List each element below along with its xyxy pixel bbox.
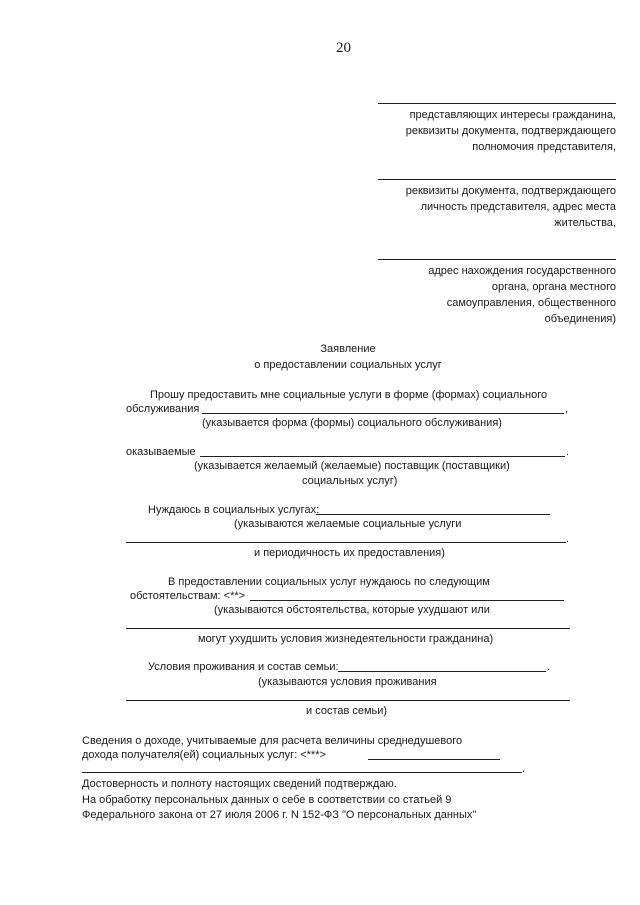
p1-end: ,	[565, 403, 569, 415]
page-number: 20	[336, 40, 351, 56]
services-field[interactable]	[316, 514, 550, 515]
p7-line2: На обработку персональных данных о себе в соответствии со статьей 9	[82, 794, 452, 806]
header-line: органа, органа местного	[491, 281, 616, 293]
p6-line2: дохода получателя(ей) социальных услуг: <***>	[82, 749, 326, 761]
p4-hint2: могут ухудшить условия жизнедеятельности гражданина)	[198, 633, 494, 645]
header-line: объединения)	[544, 313, 616, 325]
p5-end: .	[547, 661, 551, 673]
living-conditions-field-continued[interactable]	[126, 700, 570, 701]
p4-line1: В предоставлении социальных услуг нуждаюсь по следующим	[168, 576, 490, 588]
header-blank-line-2	[378, 179, 616, 180]
p3-hint2: и периодичность их предоставления)	[254, 547, 445, 559]
document-subtitle: о предоставлении социальных услуг	[254, 359, 442, 371]
circumstances-field[interactable]	[250, 600, 564, 601]
p5-label: Условия проживания и состав семьи:	[148, 661, 339, 673]
header-line: представляющих интересы гражданина,	[409, 109, 616, 121]
p4-label: обстоятельствам: <**>	[130, 590, 246, 602]
header-line: самоуправления, общественного	[446, 297, 616, 309]
p4-hint1: (указываются обстоятельства, которые ухудшают или	[214, 604, 490, 616]
p1-line2: обслуживания	[126, 403, 200, 415]
header-blank-line-3	[378, 259, 616, 260]
p2-label: оказываемые	[126, 446, 196, 458]
p3-hint1: (указываются желаемые социальные услуги	[234, 518, 462, 530]
document-title: Заявление	[320, 343, 376, 355]
p7-line1: Достоверность и полноту настоящих сведений подтверждаю.	[82, 778, 397, 790]
p5-hint1: (указываются условия проживания	[258, 676, 437, 688]
p1-line1: Прошу предоставить мне социальные услуги в форме (формах) социального	[150, 389, 548, 401]
p2-hint1: (указывается желаемый (желаемые) поставщик (поставщики)	[194, 460, 510, 472]
header-line: полномочия представителя,	[472, 141, 616, 153]
living-conditions-field[interactable]	[338, 671, 546, 672]
header-line: реквизиты документа, подтверждающего	[405, 185, 616, 197]
services-field-continued[interactable]	[126, 542, 566, 543]
p2-hint2: социальных услуг)	[302, 475, 398, 487]
p3-label: Нуждаюсь в социальных услугах:	[148, 504, 320, 516]
form-of-service-field[interactable]	[202, 413, 564, 414]
p6-end: .	[522, 763, 526, 775]
header-line: жительства,	[554, 217, 616, 229]
p3-end: .	[566, 533, 570, 545]
header-line: адрес нахождения государственного	[428, 265, 616, 277]
p7-line3: Федерального закона от 27 июля 2006 г. N 152-ФЗ "О персональных данных"	[82, 809, 477, 821]
p1-hint: (указывается форма (формы) социального обслуживания)	[202, 417, 502, 429]
header-blank-line-1	[378, 103, 616, 104]
header-block-1	[406, 108, 616, 154]
header-line: реквизиты документа, подтверждающего	[405, 125, 616, 137]
header-block-3	[428, 264, 616, 326]
p5-hint2: и состав семьи)	[306, 705, 388, 717]
header-block-2	[406, 184, 616, 230]
header-line: личность представителя, адрес места	[420, 201, 616, 213]
circumstances-field-continued[interactable]	[126, 628, 570, 629]
p2-end: .	[566, 446, 570, 458]
income-field[interactable]	[368, 759, 500, 760]
p6-line1: Сведения о доходе, учитываемые для расчета величины среднедушевого	[82, 735, 463, 747]
income-field-continued[interactable]	[82, 772, 522, 773]
provider-field[interactable]	[200, 456, 565, 457]
